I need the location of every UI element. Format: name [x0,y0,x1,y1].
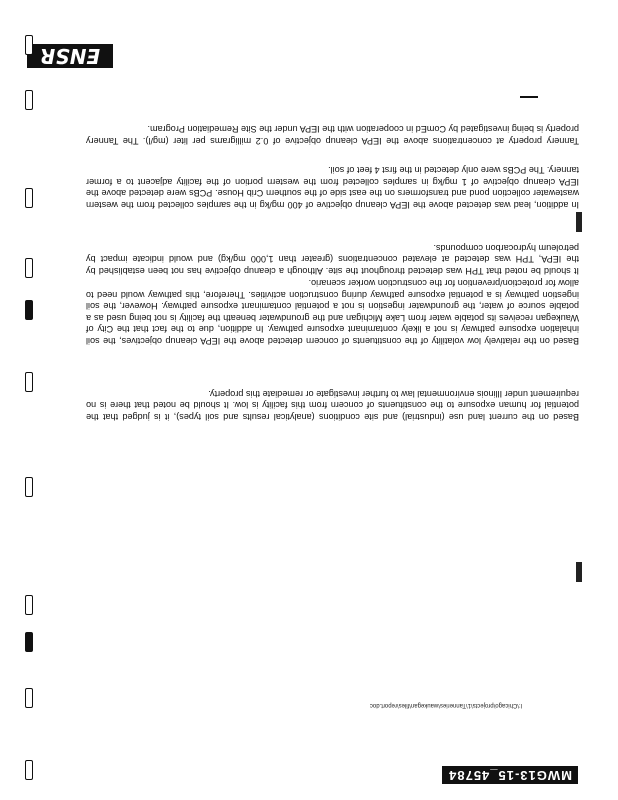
binder-hole-mark [25,188,33,208]
binder-hole-mark [25,595,33,615]
binder-hole-mark [25,688,33,708]
margin-tick [520,97,538,99]
binder-hole-mark [25,300,33,320]
paragraph-text: Based on the current land use (industrial) and site conditions (analytical results and soil types), it is judged that the potential for human exposure to the constituents of concern from this facility is low. It should be noted that there is no requirement under Illinois environmental law to further investigate or remediate this property. [86,389,579,422]
ensr-logo: ENSR [27,44,113,68]
paragraph-text: It should be noted that TPH was detected throughout the site. Although a cleanup objective has not been established by the IEPA, TPH was detected at elevated concentrations (greater than 1,000 mg/kg) and would indicate impact by petroleum hydrocarbon compounds. [86,243,579,276]
binder-hole-mark [25,372,33,392]
paragraph-1 [86,388,579,423]
binder-hole-mark [25,760,33,780]
binder-hole-mark [25,258,33,278]
bates-stamp: MWG13-15_45784 [442,766,578,784]
file-path-footer: l:\Chicago\projects\1\Tanneries\waukegan\files\report.doc [369,702,522,708]
scan-edge-mark [576,562,582,582]
scan-edge-mark [576,212,582,232]
binder-hole-mark [25,632,33,652]
paragraph-5 [86,123,579,146]
binder-hole-mark [25,35,33,55]
binder-hole-mark [25,90,33,110]
paragraph-4 [86,164,579,210]
paragraph-text: Based on the relatively low volatility of the constituents of concern detected above the IEPA cleanup objectives, the soil inhalation exposure pathway is not a likely contaminant exposure pathway. In addition, due to the fact that the City of Waukegan receives its potable water from Lake Michigan and the groundwater beneath the facility is not being used as a potable source of water, the groundwater ingestion is not a potential contaminant exposure pathway. However, the soil ingestion pathway is a potential exposure pathway during construction activities. Therefore, this pathway would need to allow for protection/prevention for the construction worker scenario. [86,278,579,346]
paragraph-text: Tannery property at concentrations above the IEPA cleanup objective of 0.2 milligrams per liter (mg/l). The Tannery property is being investigated by ComEd in cooperation with the IEPA under the Site Remediation Program. [86,124,579,146]
paragraph-text: In addition, lead was detected above the IEPA cleanup objective of 400 mg/kg in the samples collected from the western wastewater collection pond and transformers on the east side of the southern Crib House. PCBs were detected above the IEPA cleanup objective of 1 mg/kg in samples collected from the western portion of the facility adjacent to a former tannery. The PCBs were only detected in the first 4 feet of soil. [86,165,579,210]
binder-hole-mark [25,477,33,497]
paragraph-2 [86,277,579,346]
paragraph-3 [86,242,579,277]
